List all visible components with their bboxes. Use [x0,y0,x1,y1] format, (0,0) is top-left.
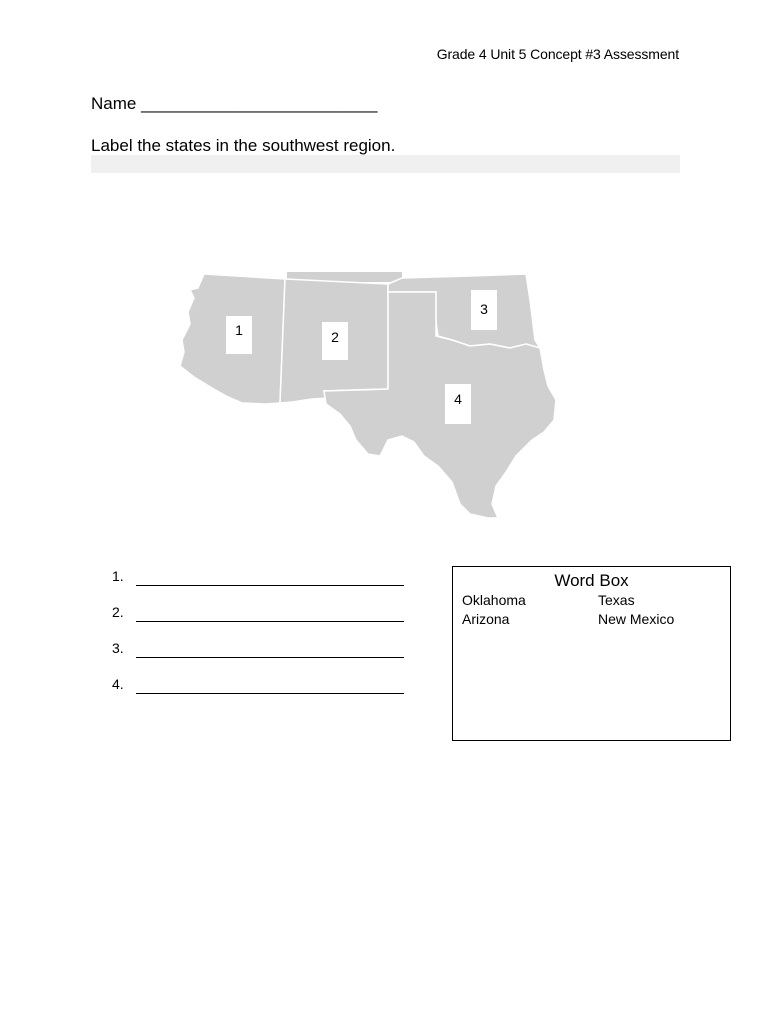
map-label-3 [471,290,497,330]
name-field[interactable]: Name _________________________ [91,94,378,113]
answer-blank-1[interactable] [136,569,404,586]
shaded-bar [91,155,680,173]
answer-blank-4[interactable] [136,677,404,694]
answer-number: 3. [112,640,124,656]
answer-number: 2. [112,604,124,620]
svg-text:2: 2 [331,329,339,345]
svg-text:4: 4 [454,391,462,407]
map-label-2 [322,322,348,360]
map-label-1 [226,316,252,354]
answer-row-2 [112,586,412,622]
word-oklahoma: Oklahoma [462,592,526,608]
word-box [452,566,731,741]
answer-number: 1. [112,568,124,584]
southwest-map [170,260,570,530]
answer-blank-3[interactable] [136,641,404,658]
answer-number: 4. [112,676,124,692]
svg-text:1: 1 [235,322,243,338]
map-label-4 [445,384,471,424]
instructions: Label the states in the southwest region. [91,136,396,155]
word-texas: Texas [598,592,635,608]
word-box-title: Word Box [554,571,629,590]
map-svg [170,260,570,530]
answer-row-1 [112,550,412,586]
svg-text:3: 3 [480,301,488,317]
answer-list [112,550,412,694]
answer-row-4 [112,658,412,694]
answer-blank-2[interactable] [136,605,404,622]
answer-row-3 [112,622,412,658]
word-list [453,591,730,629]
assessment-title: Grade 4 Unit 5 Concept #3 Assessment [436,46,679,62]
word-new-mexico: New Mexico [598,611,675,627]
word-arizona: Arizona [462,611,510,627]
